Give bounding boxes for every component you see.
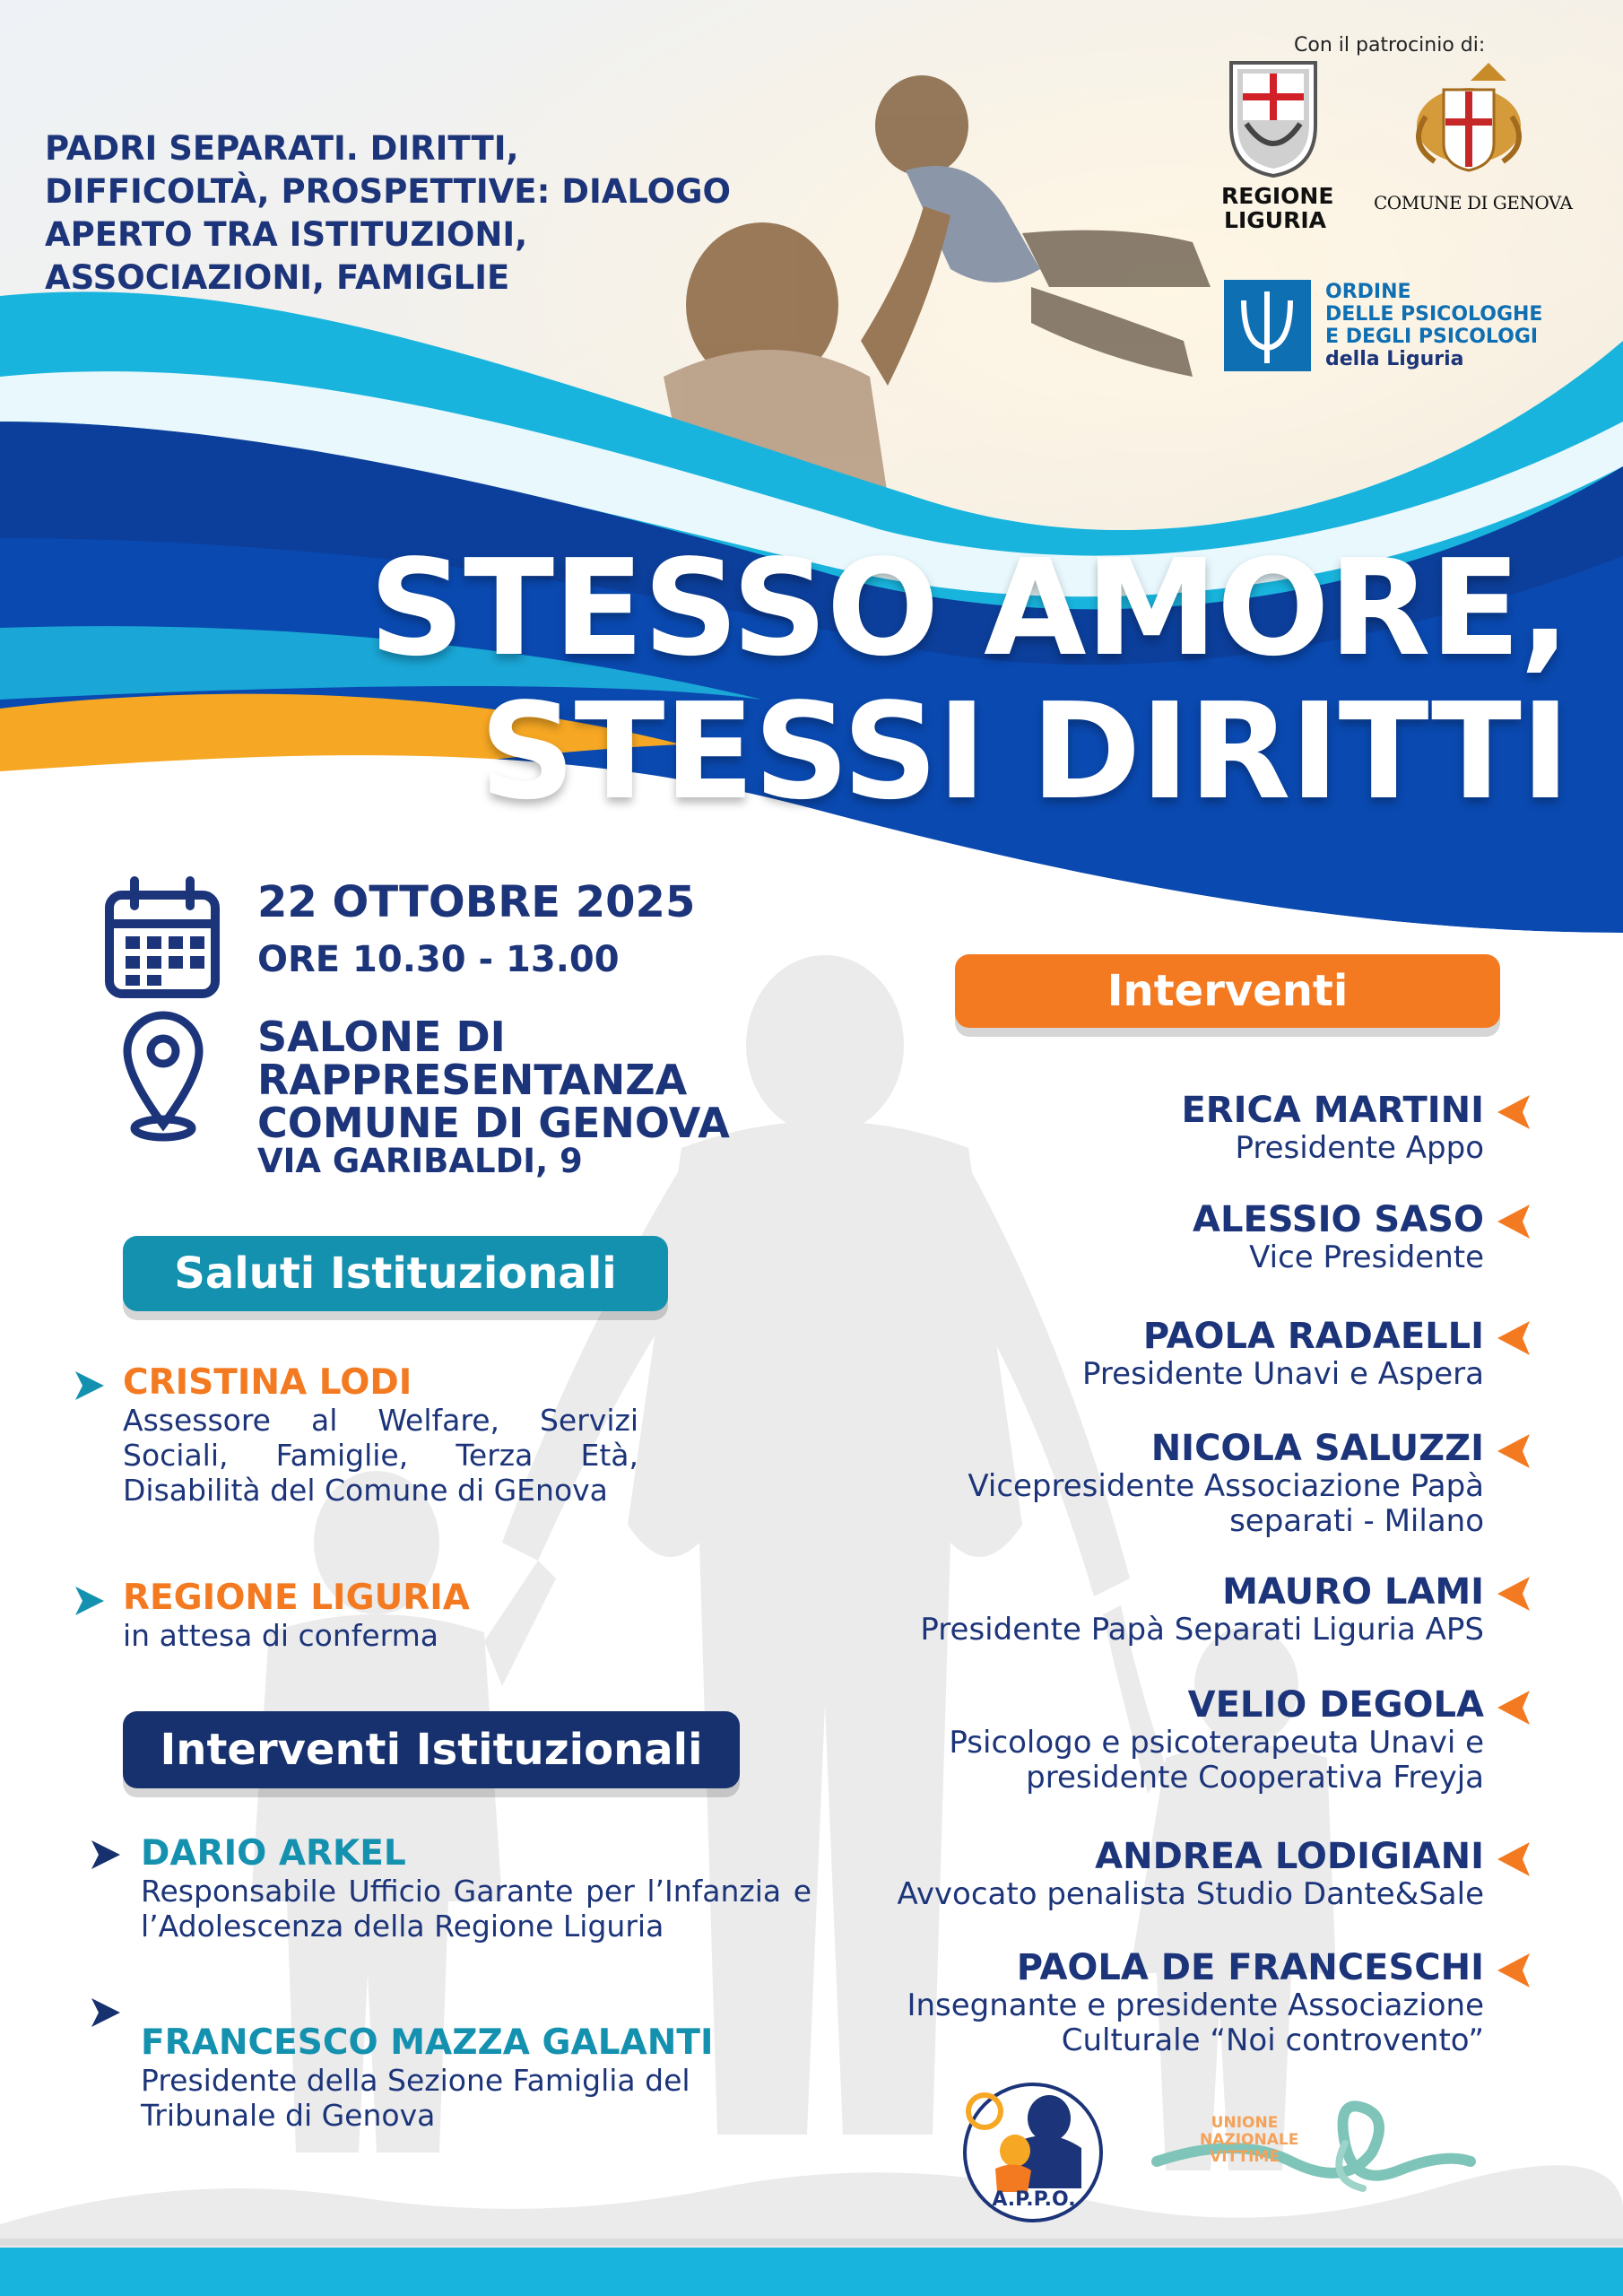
regione-label-line: LIGURIA [1224, 207, 1326, 233]
intervento-entry [749, 1199, 1484, 1275]
speaker-name: MAURO LAMI [1222, 1571, 1484, 1613]
ordine-label-line: E DEGLI PSICOLOGI [1325, 326, 1539, 348]
speaker-name: PAOLA DE FRANCESCHI [1016, 1947, 1484, 1988]
subtitle-line: DIFFICOLTÀ, PROSPETTIVE: DIALOGO [45, 172, 731, 211]
saluti-entry-regione [123, 1578, 638, 1653]
speaker-role-line: Presidente Papà Separati Liguria APS [920, 1612, 1484, 1648]
comune-genova-label: COMUNE DI GENOVA [1374, 192, 1573, 213]
intervento-entry [749, 1428, 1484, 1539]
intervento-entry [749, 1090, 1484, 1166]
appo-logo-label: A.P.P.O. [992, 2188, 1076, 2211]
speaker-name: REGIONE LIGURIA [123, 1578, 470, 1618]
interventi-istituzionali-heading: Interventi Istituzionali [123, 1711, 740, 1788]
speaker-name: CRISTINA LODI [123, 1362, 412, 1403]
unavi-label-line: VITTIME [1210, 2148, 1280, 2166]
event-date: 22 OTTOBRE 2025 [257, 877, 696, 927]
intervento-entry [749, 1316, 1484, 1392]
intervento-entry [749, 1684, 1484, 1796]
intervento-entry [749, 1947, 1484, 2058]
event-subtitle [45, 127, 852, 300]
speaker-role: in attesa di conferma [123, 1618, 439, 1653]
speaker-name: PAOLA RADAELLI [1142, 1316, 1484, 1357]
speaker-name: FRANCESCO MAZZA GALANTI [141, 2022, 714, 2063]
speaker-role-line: Presidente della Sezione Famiglia del [141, 2063, 690, 2098]
speaker-role-line: Avvocato penalista Studio Dante&Sale [897, 1876, 1484, 1912]
unavi-logo-label [1200, 2114, 1299, 2166]
event-venue [257, 1015, 730, 1178]
speaker-name: VELIO DEGOLA [1187, 1684, 1484, 1726]
venue-line: COMUNE DI GENOVA [257, 1099, 730, 1147]
istituzionali-entry-arkel [141, 1834, 812, 1944]
venue-line: RAPPRESENTANZA [257, 1056, 688, 1104]
ordine-psicologi-label [1325, 281, 1542, 370]
speaker-role-line: separati - Milano [1229, 1503, 1484, 1539]
speaker-role-line: Culturale “Noi controvento” [1061, 2022, 1484, 2058]
subtitle-line: APERTO TRA ISTITUZIONI, [45, 215, 528, 254]
unavi-label-line: UNIONE [1211, 2114, 1279, 2132]
interventi-heading: Interventi [955, 954, 1500, 1028]
istituzionali-entry-mazza [141, 2023, 812, 2133]
saluti-entry-lodi [123, 1363, 638, 1508]
speaker-role-line: Insegnante e presidente Associazione [907, 1987, 1484, 2023]
ordine-label-line: della Liguria [1325, 348, 1464, 370]
regione-label-line: REGIONE [1221, 183, 1334, 209]
venue-line: SALONE DI [257, 1013, 506, 1061]
ordine-psicologi-logo [1224, 280, 1311, 371]
main-title [369, 531, 1569, 829]
speaker-name: NICOLA SALUZZI [1150, 1428, 1484, 1469]
speaker-role-line: presidente Cooperativa Freyja [1026, 1760, 1484, 1796]
unavi-label-line: NAZIONALE [1200, 2131, 1299, 2149]
speaker-role: Responsabile Ufficio Garante per l’Infanzia e l’Adolescenza della Regione Liguria [141, 1874, 812, 1944]
speaker-name: ANDREA LODIGIANI [1095, 1836, 1484, 1877]
regione-liguria-logo [1231, 63, 1315, 176]
footer-band [0, 2248, 1623, 2296]
speaker-role: Assessore al Welfare, Servizi Sociali, Famiglie, Terza Età, Disabilità del Comune di GEnova [123, 1403, 638, 1508]
saluti-istituzionali-heading: Saluti Istituzionali [123, 1236, 668, 1311]
speaker-name: ALESSIO SASO [1193, 1199, 1484, 1240]
speaker-role-line: Presidente Unavi e Aspera [1082, 1356, 1484, 1392]
event-time: ORE 10.30 - 13.00 [257, 939, 620, 980]
subtitle-line: ASSOCIAZIONI, FAMIGLIE [45, 258, 510, 297]
speaker-role-line: Psicologo e psicoterapeuta Unavi e [949, 1725, 1484, 1761]
subtitle-line: PADRI SEPARATI. DIRITTI, [45, 129, 519, 168]
speaker-role-line: Presidente Appo [1235, 1130, 1484, 1166]
speaker-name: ERICA MARTINI [1181, 1090, 1484, 1131]
speaker-role-line: Vicepresidente Associazione Papà [968, 1468, 1484, 1504]
patronage-label: Con il patrocinio di: [1294, 34, 1486, 57]
regione-liguria-label [1221, 183, 1334, 233]
title-line: STESSI DIRITTI [479, 674, 1569, 829]
ordine-label-line: ORDINE [1325, 281, 1411, 303]
speaker-name: DARIO ARKEL [141, 1833, 406, 1874]
ordine-label-line: DELLE PSICOLOGHE [1325, 303, 1543, 326]
intervento-entry [749, 1571, 1484, 1648]
speaker-role-line: Tribunale di Genova [141, 2098, 436, 2133]
venue-address: VIA GARIBALDI, 9 [257, 1142, 583, 1180]
title-line: STESSO AMORE, [369, 531, 1569, 685]
speaker-role-line: Vice Presidente [1249, 1239, 1484, 1275]
intervento-entry [749, 1836, 1484, 1912]
